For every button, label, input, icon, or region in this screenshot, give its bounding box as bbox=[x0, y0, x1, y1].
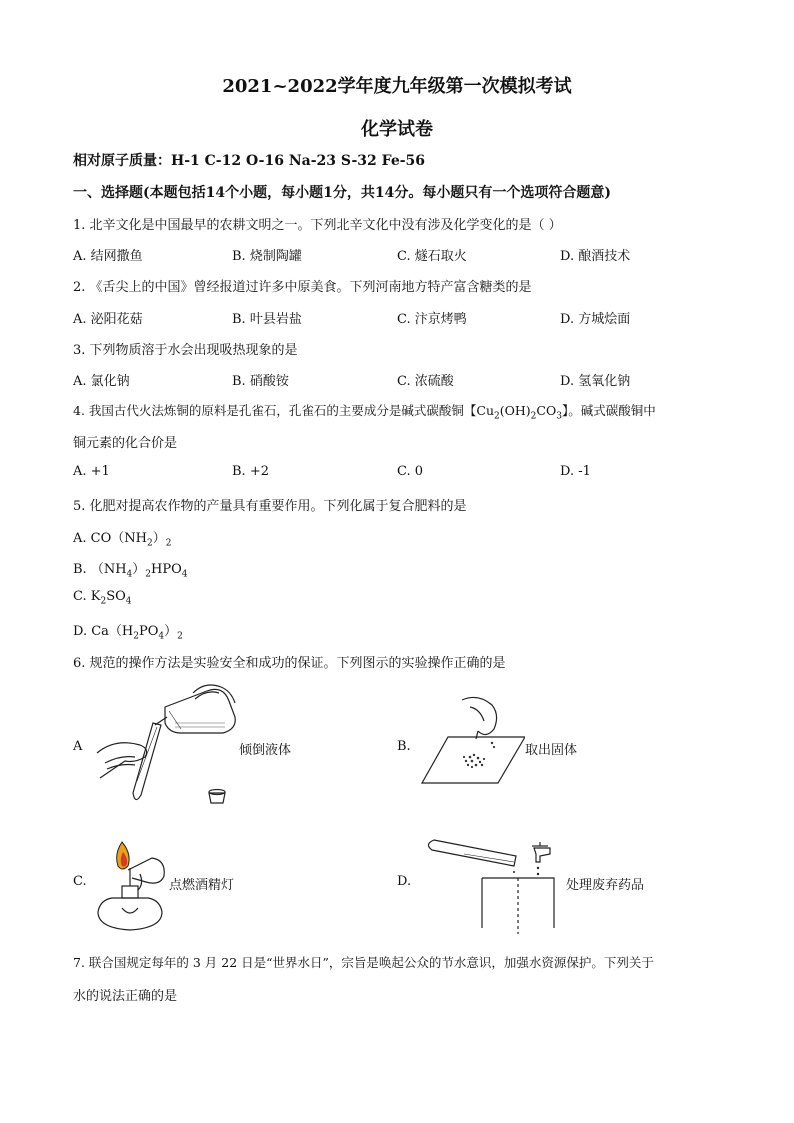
q6-option-a-label: 倾倒液体 bbox=[239, 743, 292, 758]
q1-option-d: D. 酿酒技术 bbox=[560, 249, 631, 264]
q4-option-a: A. +1 bbox=[73, 464, 110, 479]
q5-option-d: D. $Ca(H_2PO_4)_2$ bbox=[73, 624, 183, 642]
question-4-stem-line2: 铜元素的化合价是 bbox=[73, 436, 178, 451]
waste-disposal-figure bbox=[424, 834, 564, 934]
q3-option-c: C. 浓硫酸 bbox=[397, 374, 454, 389]
atomic-masses: 相对原子质量：H-1 C-12 O-16 Na-23 S-32 Fe-56 bbox=[73, 153, 426, 169]
question-2-stem: 2. 《舌尖上的中国》曾经报道过许多中原美食。下列河南地方特产富含糖类的是 bbox=[73, 280, 532, 295]
question-1-stem: 1. 北辛文化是中国最早的农耕文明之一。下列北辛文化中没有涉及化学变化的是（ ） bbox=[73, 218, 562, 233]
q1-option-a: A. 结网撒鱼 bbox=[73, 249, 143, 264]
q4-option-b: B. +2 bbox=[232, 464, 269, 479]
question-7-stem-line2: 水的说法正确的是 bbox=[73, 989, 178, 1004]
q6-option-c-label: 点燃酒精灯 bbox=[169, 878, 235, 893]
q3-option-d: D. 氢氧化钠 bbox=[560, 374, 631, 389]
q5-option-b: B. $(NH_4)_2HPO_4$ bbox=[73, 562, 188, 580]
q2-option-a: A. 泌阳花菇 bbox=[73, 312, 143, 327]
q2-option-d: D. 方城烩面 bbox=[560, 312, 631, 327]
exam-subtitle: 化学试卷 bbox=[361, 119, 433, 140]
q6-option-b-letter: B. bbox=[397, 739, 411, 754]
exam-title: 2021~2022学年度九年级第一次模拟考试 bbox=[222, 76, 572, 97]
q4-option-c: C. 0 bbox=[397, 464, 424, 479]
q2-option-b: B. 叶县岩盐 bbox=[232, 312, 302, 327]
q4-option-d: D. -1 bbox=[560, 464, 591, 479]
q1-option-b: B. 烧制陶罐 bbox=[232, 249, 302, 264]
q6-option-a-letter: A bbox=[73, 739, 83, 754]
q1-option-c: C. 燧石取火 bbox=[397, 249, 467, 264]
pouring-liquid-figure bbox=[95, 683, 240, 808]
q6-option-d-letter: D. bbox=[397, 874, 412, 889]
q3-option-b: B. 硝酸铵 bbox=[232, 374, 289, 389]
question-3-stem: 3. 下列物质溶于水会出现吸热现象的是 bbox=[73, 343, 298, 358]
q6-option-c-letter: C. bbox=[73, 874, 87, 889]
taking-solid-figure bbox=[420, 695, 525, 785]
section-heading: 一、选择题(本题包括14个小题，每小题1分，共14分。每小题只有一个选项符合题意) bbox=[73, 185, 611, 201]
q2-option-c: C. 汴京烤鸭 bbox=[397, 312, 467, 327]
q5-option-a: A. $CO(NH_2)_2$ bbox=[73, 531, 172, 549]
question-7-stem-line1: 7. 联合国规定每年的 3 月 22 日是“世界水日”，宗旨是唤起公众的节水意识，加强水资源保护。下列关于 bbox=[73, 955, 654, 970]
q5-option-c: C. $K_2SO_4$ bbox=[73, 589, 132, 607]
question-6-stem: 6. 规范的操作方法是实验安全和成功的保证。下列图示的实验操作正确的是 bbox=[73, 656, 506, 671]
alcohol-lamp-figure bbox=[92, 838, 172, 938]
q6-option-d-label: 处理废弃药品 bbox=[566, 878, 645, 893]
q3-option-a: A. 氯化钠 bbox=[73, 374, 130, 389]
question-4-stem-line1: 4. 我国古代火法炼铜的原料是孔雀石，孔雀石的主要成分是碱式碳酸铜【$Cu_2(OH)_2CO_3$】。碱式碳酸铜中 bbox=[73, 403, 656, 422]
question-5-stem: 5. 化肥对提高农作物的产量具有重要作用。下列化属于复合肥料的是 bbox=[73, 499, 467, 514]
q6-option-b-label: 取出固体 bbox=[525, 743, 578, 758]
